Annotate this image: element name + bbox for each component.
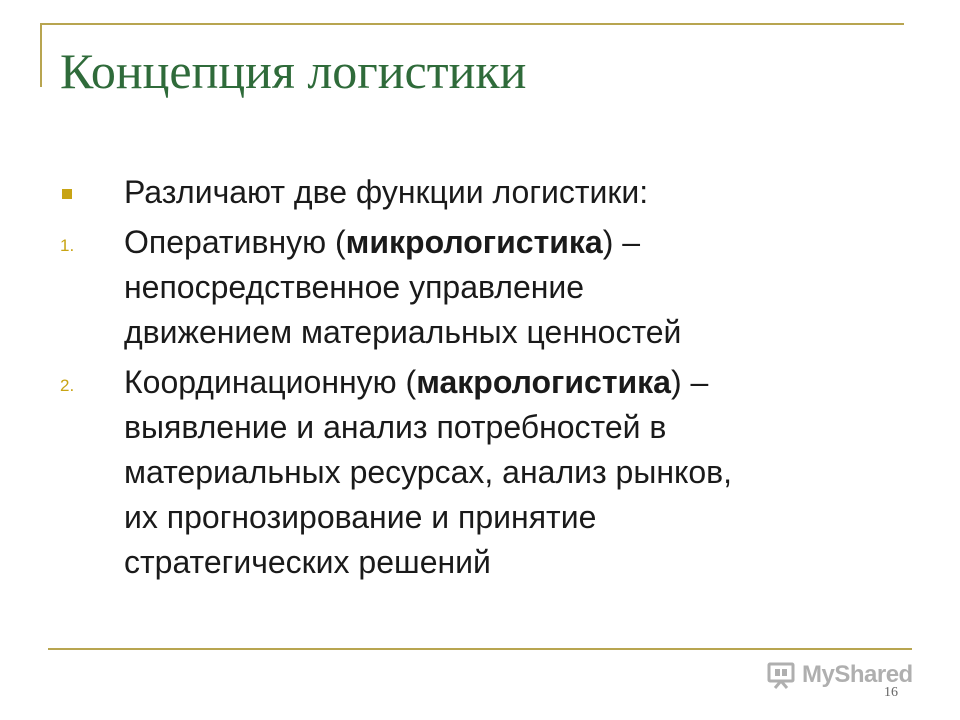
- item-2-before: Координационную (: [124, 364, 417, 400]
- slide-content: [60, 170, 910, 590]
- list-item-2: [60, 360, 910, 585]
- item-1-term: микрологистика: [345, 224, 603, 260]
- page-number: 16: [884, 685, 898, 700]
- item-2-line-3: их прогнозирование и принятие: [124, 499, 597, 535]
- watermark-text: MyShared: [802, 661, 913, 688]
- square-bullet-icon: [62, 189, 72, 199]
- frame-left-line: [40, 23, 42, 87]
- item-2-term: макрологистика: [416, 364, 671, 400]
- item-1-after: ) –: [602, 224, 641, 260]
- list-number-2: 2.: [60, 376, 75, 395]
- item-2-heading: [124, 360, 910, 405]
- item-1-heading: [124, 220, 910, 265]
- intro-text: Различают две функции логистики:: [124, 174, 649, 210]
- list-item-1: [60, 220, 910, 355]
- item-1-line-2: движением материальных ценностей: [124, 314, 682, 350]
- frame-bottom-line: [48, 648, 912, 650]
- slide-title: Концепция логистики: [60, 43, 527, 99]
- item-2-line-1: выявление и анализ потребностей в: [124, 409, 667, 445]
- item-2-line-4: стратегических решений: [124, 544, 491, 580]
- frame-top-line: [40, 23, 904, 25]
- item-1-before: Оперативную (: [124, 224, 346, 260]
- item-2-line-2: материальных ресурсах, анализ рынков,: [124, 454, 733, 490]
- item-1-line-1: непосредственное управление: [124, 269, 585, 305]
- presentation-board-icon: [766, 660, 796, 690]
- intro-bullet: [60, 170, 910, 215]
- list-number-1: 1.: [60, 236, 75, 255]
- item-2-after: ) –: [670, 364, 709, 400]
